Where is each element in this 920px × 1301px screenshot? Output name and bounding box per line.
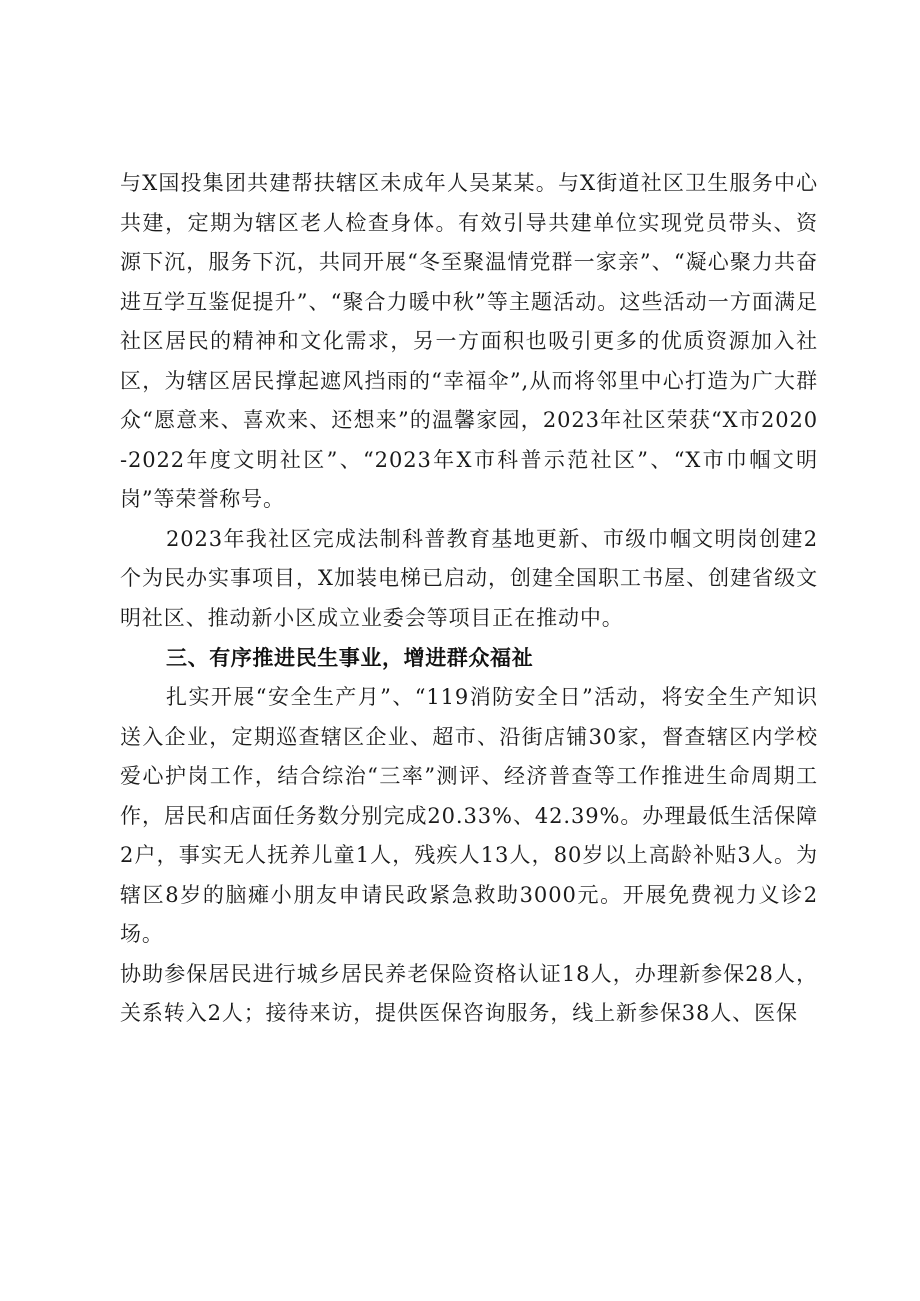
body-paragraph-4: 协助参保居民进行城乡居民养老保险资格认证18人，办理新参保28人，关系转入2人；接待来访，提供医保咨询服务，线上新参保38人、医保 (120, 961, 818, 1025)
document-body (120, 164, 818, 1034)
body-paragraph-2: 2023年我社区完成法制科普教育基地更新、市级巾帼文明岗创建2个为民办实事项目，X加装电梯已启动，创建全国职工书屋、创建省级文明社区、推动新小区成立业委会等项目正在推动中。 (120, 526, 818, 630)
body-paragraph-3: 扎实开展“安全生产月”、“119消防安全日”活动，将安全生产知识送入企业，定期巡查辖区企业、超市、沿街店铺30家，督查辖区内学校爱心护岗工作，结合综治“三率”测评、经济普查等工作推进生命周期工作，居民和店面任务数分别完成20.33%、42.39%。办理最低生活保障2户，事实无人抚养儿童1人，残疾人13人，80岁以上高龄补贴3人。为辖区8岁的脑瘫小朋友申请民政紧急救助3000元。开展免费视力义诊2场。 (120, 685, 818, 946)
body-paragraph-1: 与X国投集团共建帮扶辖区未成年人吴某某。与X街道社区卫生服务中心共建，定期为辖区老人检查身体。有效引导共建单位实现党员带头、资源下沉，服务下沉，共同开展“冬至聚温情党群一家亲”、“凝心聚力共奋进互学互鉴促提升”、“聚合力暖中秋”等主题活动。这些活动一方面满足社区居民的精神和文化需求，另一方面积也吸引更多的优质资源加入社区，为辖区居民撑起遮风挡雨的“幸福伞”,从而将邻里中心打造为广大群众“愿意来、喜欢来、还想来”的温馨家园，2023年社区荣获“X市2020-2022年度文明社区”、“2023年X市科普示范社区”、“X市巾帼文明岗”等荣誉称号。 (120, 171, 818, 511)
section-heading: 三、有序推进民生事业，增进群众福祉 (166, 646, 534, 670)
